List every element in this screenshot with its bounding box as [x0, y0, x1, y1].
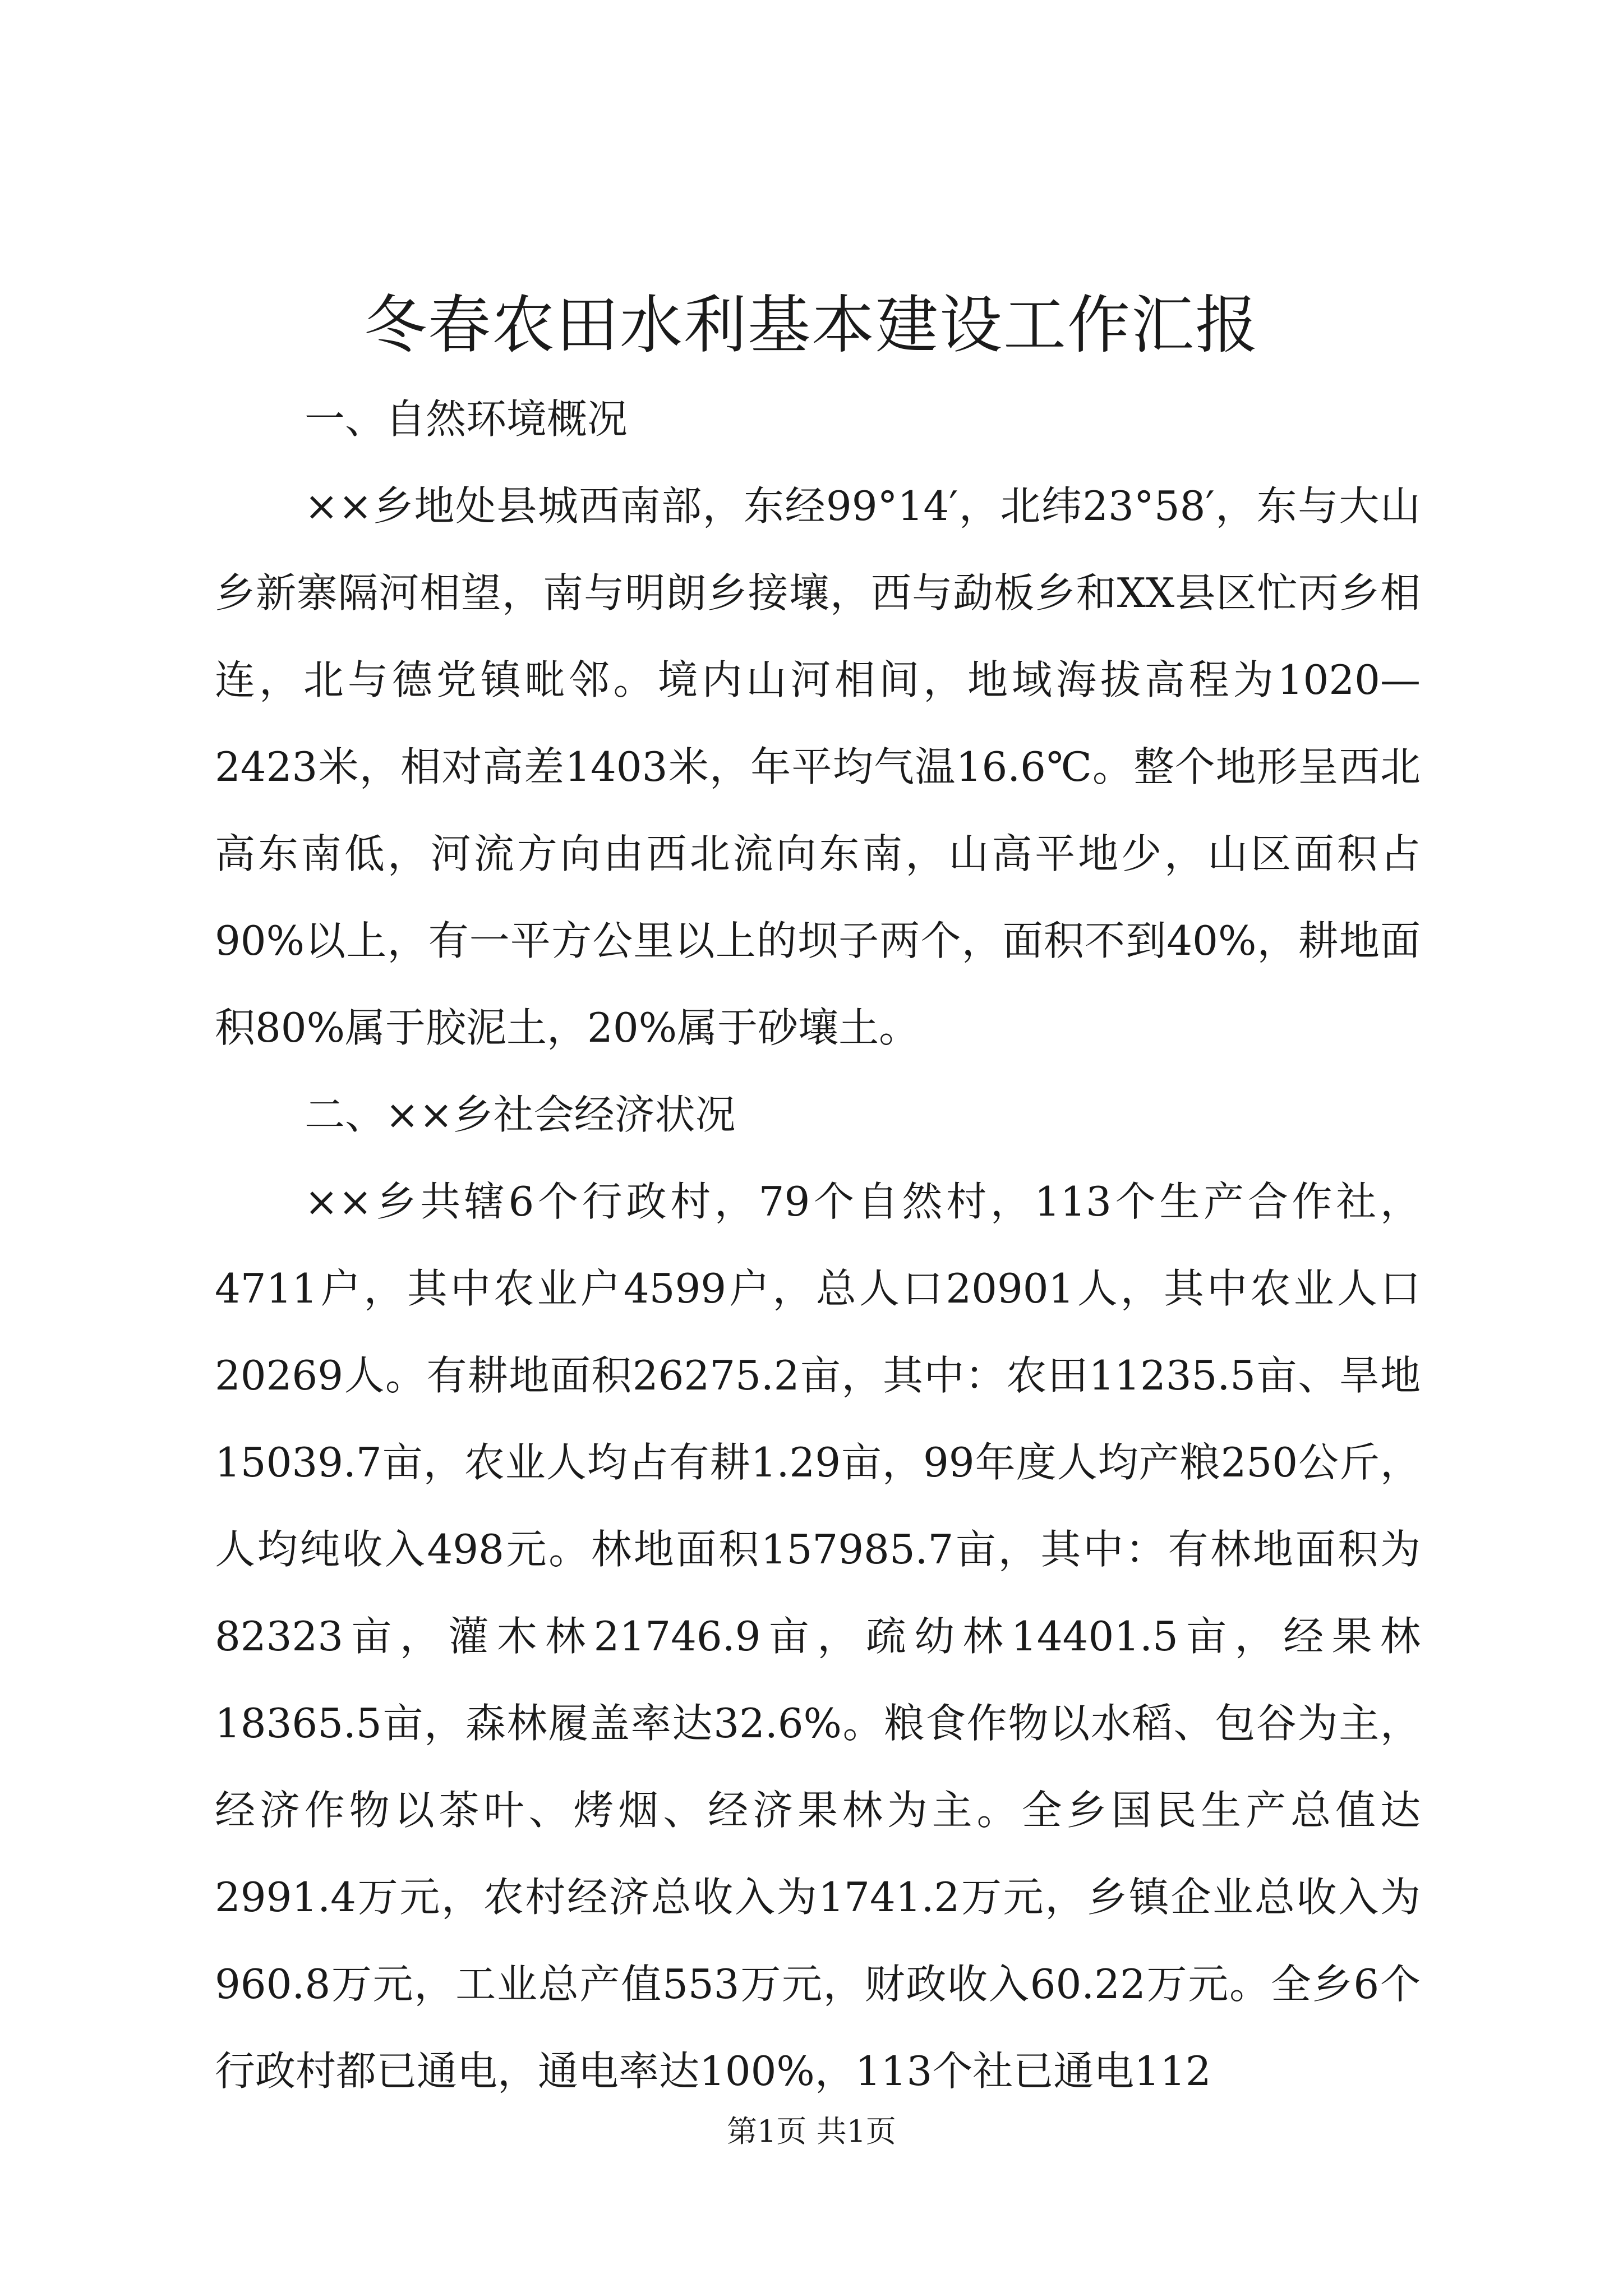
section-natural-environment — [215, 376, 1421, 1071]
document-title: 冬春农田水利基本建设工作汇报 — [364, 289, 1259, 362]
section-social-economy — [215, 1071, 1421, 2115]
section-paragraph: ××乡地处县城西南部，东经99°14′，北纬23°58′，东与大山乡新寨隔河相望，南与明朗乡接壤，西与勐板乡和XX县区忙丙乡相连，北与德党镇毗邻。境内山河相间，地域海拔高程为1020—2423米，相对高差1403米，年平均气温16.6℃。整个地形呈西北高东南低，河流方向由西北流向东南，山高平地少，山区面积占90%以上，有一平方公里以上的坝子两个，面积不到40%，耕地面积80%属于胶泥土，20%属于砂壤土。 — [215, 482, 1421, 1051]
section-paragraph: ××乡共辖6个行政村，79个自然村，113个生产合作社，4711户，其中农业户4599户，总人口20901人，其中农业人口20269人。有耕地面积26275.2亩，其中：农田11235.5亩、旱地15039.7亩，农业人均占有耕1.29亩，99年度人均产粮250公斤，人均纯收入498元。林地面积157985.7亩，其中：有林地面积为82323亩，灌木林21746.9亩，疏幼林14401.5亩，经果林18365.5亩，森林履盖率达32.6%。粮食作物以水稻、包谷为主，经济作物以茶叶、烤烟、经济果林为主。全乡国民生产总值达2991.4万元，农村经济总收入为1741.2万元，乡镇企业总收入为960.8万元，工业总产值553万元，财政收入60.22万元。全乡6个行政村都已通电，通电率达100%，113个社已通电112 — [215, 1178, 1421, 2095]
page-number-footer: 第1页 共1页 — [727, 2114, 896, 2149]
section-heading: 二、××乡社会经济状况 — [305, 1091, 736, 1138]
section-heading: 一、自然环境概况 — [305, 395, 628, 443]
document-body — [215, 376, 1421, 2115]
